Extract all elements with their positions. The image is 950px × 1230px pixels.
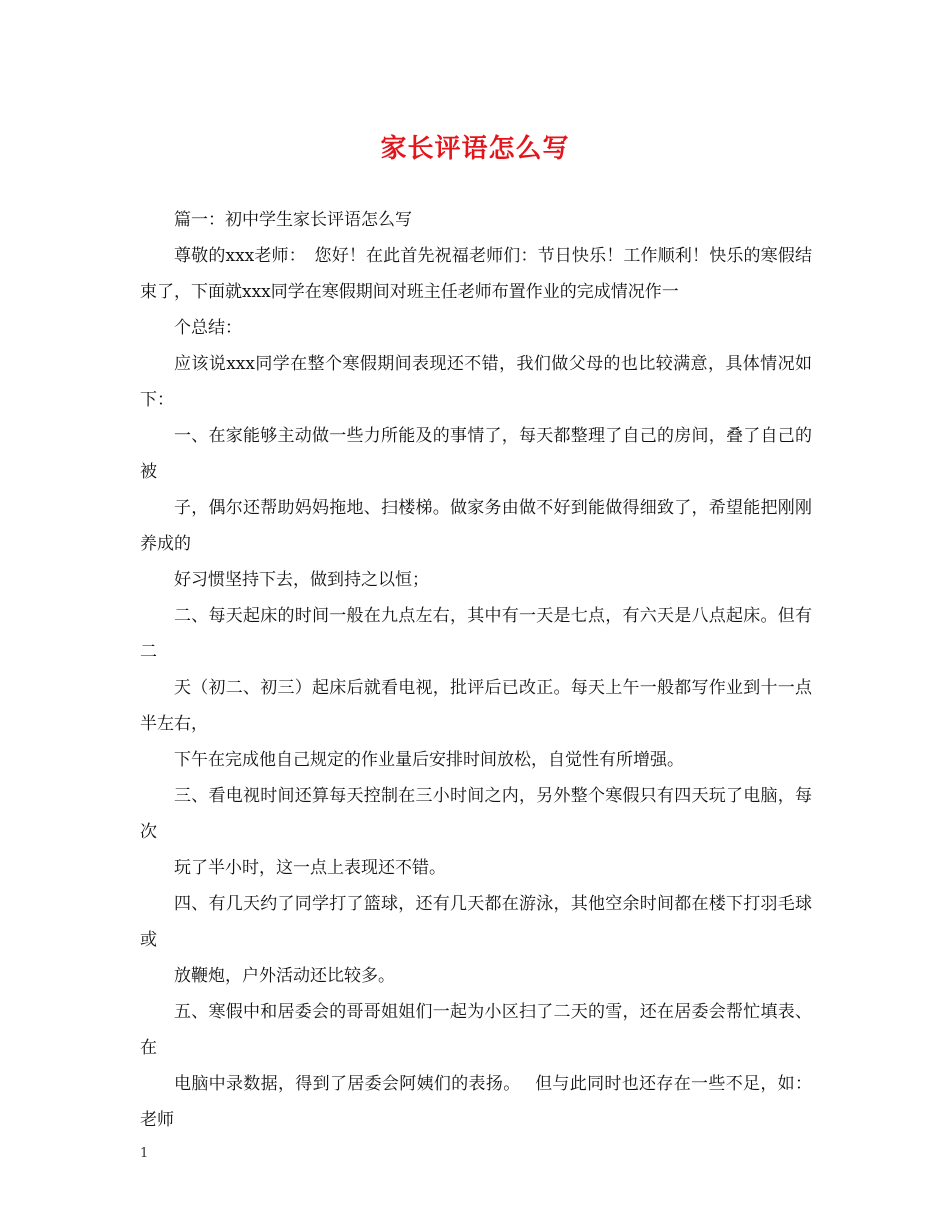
paragraph: 电脑中录数据，得到了居委会阿姨们的表扬。 但与此同时也还存在一些不足，如：老师 <box>140 1074 812 1130</box>
paragraph: 个总结： <box>174 318 242 338</box>
paragraph: 放鞭炮，户外活动还比较多。 <box>174 966 395 986</box>
paragraph: 四、有几天约了同学打了篮球，还有几天都在游泳，其他空余时间都在楼下打羽毛球或 <box>140 894 812 950</box>
section-heading: 篇一：初中学生家长评语怎么写 <box>174 210 412 230</box>
paragraph: 下午在完成他自己规定的作业量后安排时间放松，自觉性有所增强。 <box>174 750 684 770</box>
paragraph: 尊敬的xxx老师： 您好！在此首先祝福老师们：节日快乐！工作顺利！快乐的寒假结束了，下面就xxx同学在寒假期间对班主任老师布置作业的完成情况作一 <box>140 246 812 302</box>
document-body <box>140 202 812 1138</box>
paragraph: 一、在家能够主动做一些力所能及的事情了，每天都整理了自己的房间，叠了自己的被 <box>140 426 812 482</box>
paragraph: 三、看电视时间还算每天控制在三小时间之内，另外整个寒假只有四天玩了电脑，每次 <box>140 786 812 842</box>
paragraph: 天（初二、初三）起床后就看电视，批评后已改正。每天上午一般都写作业到十一点半左右， <box>140 678 812 734</box>
page-number: 1 <box>140 1146 149 1161</box>
paragraph: 好习惯坚持下去，做到持之以恒； <box>174 570 429 590</box>
paragraph: 应该说xxx同学在整个寒假期间表现还不错，我们做父母的也比较满意，具体情况如下： <box>140 354 812 410</box>
document-title: 家长评语怎么写 <box>380 134 570 164</box>
paragraph: 五、寒假中和居委会的哥哥姐姐们一起为小区扫了二天的雪，还在居委会帮忙填表、在 <box>140 1002 812 1058</box>
paragraph: 二、每天起床的时间一般在九点左右，其中有一天是七点，有六天是八点起床。但有二 <box>140 606 812 662</box>
paragraph: 子，偶尔还帮助妈妈拖地、扫楼梯。做家务由做不好到能做得细致了，希望能把刚刚养成的 <box>140 498 812 554</box>
paragraph: 玩了半小时，这一点上表现还不错。 <box>174 858 446 878</box>
